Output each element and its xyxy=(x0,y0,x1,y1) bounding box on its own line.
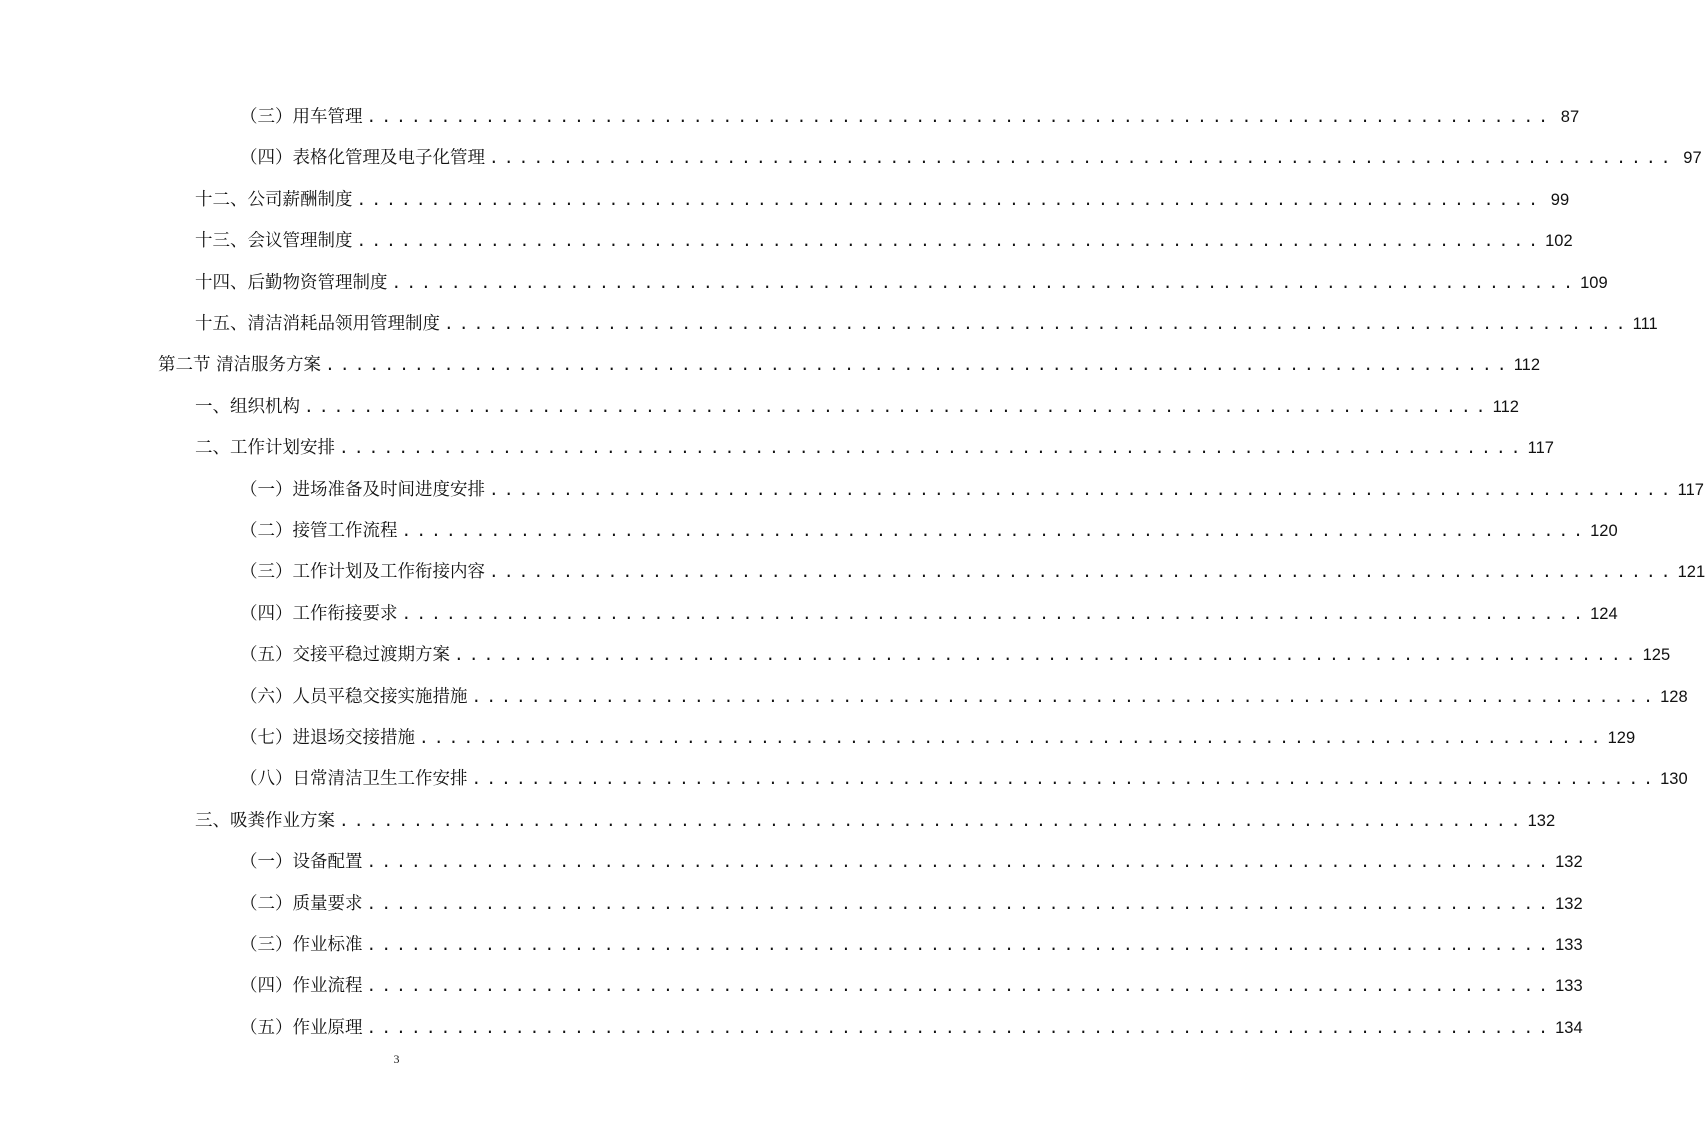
toc-leader-dots: ................................................................................ xyxy=(489,562,1676,581)
toc-entry[interactable] xyxy=(240,684,1688,710)
toc-leader-dots: ................................................................................ xyxy=(401,521,1589,540)
toc-entry-page: 121 xyxy=(1677,563,1705,581)
toc-entry[interactable] xyxy=(240,932,1583,958)
toc-entry-page: 117 xyxy=(1527,439,1554,457)
toc-entry[interactable] xyxy=(240,766,1688,792)
toc-entry[interactable] xyxy=(195,270,1608,296)
toc-entry[interactable] xyxy=(195,808,1556,834)
toc-entry[interactable] xyxy=(195,187,1570,213)
toc-entry-page: 125 xyxy=(1642,646,1671,664)
toc-entry-page: 130 xyxy=(1660,770,1688,788)
toc-leader-dots: ................................................................................ xyxy=(366,107,1554,126)
toc-entry-page: 132 xyxy=(1555,895,1583,913)
toc-entry-page: 112 xyxy=(1513,356,1540,374)
toc-entry[interactable] xyxy=(195,228,1573,254)
toc-leader-dots: ................................................................................ xyxy=(366,894,1554,913)
toc-leader-dots: ................................................................................ xyxy=(356,231,1544,250)
toc-entry[interactable] xyxy=(240,601,1618,627)
toc-entry-title: （三）用车管理 xyxy=(240,107,363,127)
toc-entry-page: 124 xyxy=(1590,605,1618,623)
toc-entry-title: （五）交接平稳过渡期方案 xyxy=(240,645,450,665)
toc-entry-page: 128 xyxy=(1660,688,1688,706)
toc-entry[interactable] xyxy=(240,477,1704,503)
toc-entry-page: 133 xyxy=(1555,977,1583,995)
toc-entry-page: 87 xyxy=(1560,108,1580,126)
toc-leader-dots: ................................................................................ xyxy=(366,935,1554,954)
toc-leader-dots: ................................................................................ xyxy=(471,769,1659,788)
toc-entry[interactable] xyxy=(240,518,1618,544)
toc-entry-page: 134 xyxy=(1555,1019,1583,1037)
toc-leader-dots: ................................................................................ xyxy=(366,852,1554,871)
toc-leader-dots: ................................................................................ xyxy=(366,1018,1554,1037)
toc-entry-title: （四）工作衔接要求 xyxy=(240,604,398,624)
toc-entry-page: 132 xyxy=(1555,853,1583,871)
toc-entry-page: 109 xyxy=(1580,274,1608,292)
toc-entry-title: 十四、后勤物资管理制度 xyxy=(195,273,388,293)
toc-entry[interactable] xyxy=(240,1015,1583,1041)
toc-leader-dots: ................................................................................ xyxy=(489,480,1676,499)
toc-entry-page: 111 xyxy=(1632,315,1658,333)
toc-leader-dots: ................................................................................ xyxy=(401,604,1589,623)
toc-entry-title: （七）进退场交接措施 xyxy=(240,728,415,748)
toc-entry[interactable] xyxy=(240,891,1583,917)
toc-entry[interactable] xyxy=(240,145,1702,171)
toc-entry-title: 三、吸粪作业方案 xyxy=(195,811,335,831)
toc-entry[interactable] xyxy=(195,394,1519,420)
toc-entry-title: （五）作业原理 xyxy=(240,1018,363,1038)
toc-leader-dots: ................................................................................ xyxy=(454,645,1641,664)
page-number: 3 xyxy=(393,1052,400,1066)
toc-leader-dots: ................................................................................ xyxy=(304,397,1491,416)
toc-entry[interactable] xyxy=(240,725,1636,751)
toc-entry-title: 十三、会议管理制度 xyxy=(195,231,353,251)
toc-entry-title: 十二、公司薪酬制度 xyxy=(195,190,353,210)
toc-entry-page: 120 xyxy=(1590,522,1618,540)
toc-entry[interactable] xyxy=(240,849,1583,875)
toc-entry-title: （四）表格化管理及电子化管理 xyxy=(240,148,485,168)
toc-leader-dots: ................................................................................ xyxy=(356,190,1544,209)
toc-entry-title: （一）设备配置 xyxy=(240,852,363,872)
toc-entry-title: 一、组织机构 xyxy=(195,397,300,417)
toc-leader-dots: ................................................................................ xyxy=(339,811,1526,830)
toc-entry-page: 132 xyxy=(1527,812,1556,830)
toc-leader-dots: ................................................................................ xyxy=(391,273,1579,292)
toc-entry[interactable] xyxy=(240,559,1705,585)
toc-entry-title: （二）质量要求 xyxy=(240,894,363,914)
toc-entry-page: 112 xyxy=(1492,398,1519,416)
toc-entry[interactable] xyxy=(240,104,1580,130)
toc-leader-dots: ................................................................................ xyxy=(471,687,1659,706)
toc-entry-title: 二、工作计划安排 xyxy=(195,438,335,458)
toc-entry-title: （六）人员平稳交接实施措施 xyxy=(240,687,468,707)
toc-entry-page: 117 xyxy=(1677,481,1704,499)
toc-entry[interactable] xyxy=(240,973,1583,999)
toc-leader-dots: ................................................................................ xyxy=(444,314,1631,333)
toc-entry[interactable] xyxy=(240,642,1671,668)
toc-entry-title: （二）接管工作流程 xyxy=(240,521,398,541)
toc-leader-dots: ................................................................................ xyxy=(366,976,1554,995)
toc-entry-page: 133 xyxy=(1555,936,1583,954)
toc-entry-page: 99 xyxy=(1550,191,1570,209)
toc-leader-dots: ................................................................................ xyxy=(489,148,1676,167)
toc-entry-title: （三）作业标准 xyxy=(240,935,363,955)
toc-entry-title: （四）作业流程 xyxy=(240,976,363,996)
toc-entry-title: 第二节 清洁服务方案 xyxy=(158,355,322,375)
toc-entry-title: （八）日常清洁卫生工作安排 xyxy=(240,769,468,789)
toc-entry-page: 102 xyxy=(1545,232,1573,250)
toc-entry-title: 十五、清洁消耗品领用管理制度 xyxy=(195,314,440,334)
toc-entry[interactable] xyxy=(195,311,1658,337)
toc-leader-dots: ................................................................................ xyxy=(325,355,1512,374)
toc-entry[interactable] xyxy=(195,435,1554,461)
toc-leader-dots: ................................................................................ xyxy=(339,438,1526,457)
toc-entry-title: （三）工作计划及工作衔接内容 xyxy=(240,562,485,582)
toc-entry-page: 129 xyxy=(1607,729,1636,747)
toc-leader-dots: ................................................................................ xyxy=(419,728,1606,747)
toc-entry-title: （一）进场准备及时间进度安排 xyxy=(240,480,485,500)
toc-entry-page: 97 xyxy=(1683,149,1702,167)
toc-entry[interactable] xyxy=(158,352,1540,378)
